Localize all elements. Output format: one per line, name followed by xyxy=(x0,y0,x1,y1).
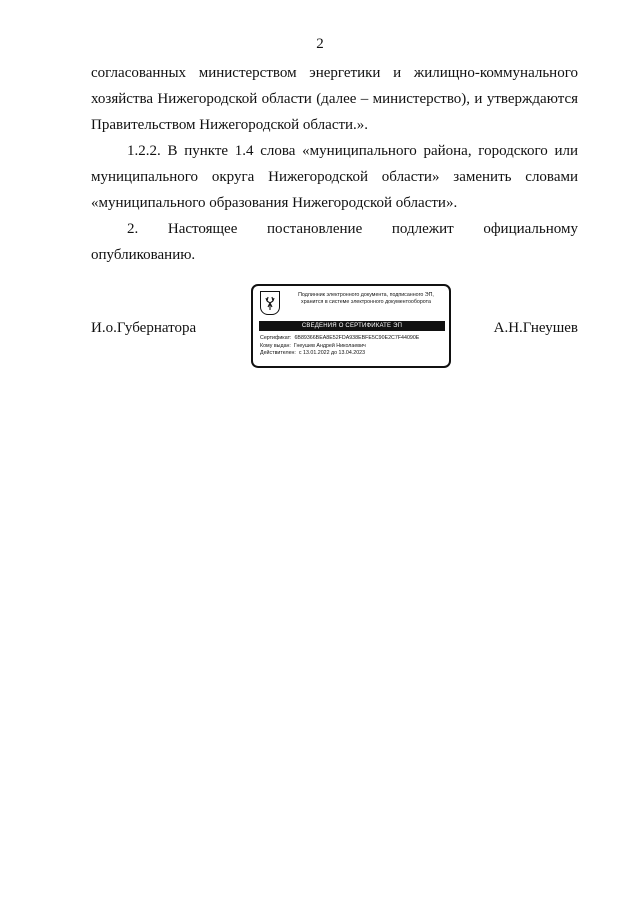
electronic-signature-stamp xyxy=(251,284,451,368)
paragraph-2-line-3: «муниципального образования Нижегородской области». xyxy=(91,195,458,211)
certificate-row xyxy=(260,335,448,343)
paragraph-1-line-3: Правительством Нижегородской области.». xyxy=(91,117,369,133)
paragraph-2-line-1: 1.2.2. В пункте 1.4 слова «муниципального района, городского или xyxy=(127,143,578,159)
deer-icon xyxy=(263,295,277,311)
paragraph-3-line-2: опубликованию. xyxy=(91,247,196,263)
paragraph-1-line-1: согласованных министерством энергетики и жилищно-коммунального xyxy=(91,65,578,81)
issued-to-row xyxy=(260,343,448,351)
certificate-value: 6B89366BEA8E52FDA938EBFE5C90E2C7F44090E xyxy=(294,335,420,341)
validity-label: Действителен: xyxy=(260,350,296,356)
paragraph-3-line-1: 2. Настоящее постановление подлежит официальному xyxy=(127,221,578,237)
certificate-details xyxy=(260,335,448,358)
paragraph-1-line-2: хозяйства Нижегородской области (далее – министерство), и утверждаются xyxy=(91,91,578,107)
paragraph-2-line-2: муниципального округа Нижегородской области» заменить словами xyxy=(91,169,578,185)
validity-value: с 13.01.2022 до 13.04.2023 xyxy=(298,350,366,356)
coat-of-arms-icon xyxy=(260,291,280,315)
stamp-header xyxy=(285,292,447,306)
issued-to-value: Гнеушев Андрей Николаевич xyxy=(293,342,366,349)
signer-title: И.о.Губернатора xyxy=(91,320,197,336)
issued-to-label: Кому выдан: xyxy=(260,342,291,349)
stamp-header-line-1: Подлинник электронного документа, подписанного ЭП, xyxy=(298,292,434,298)
validity-row xyxy=(260,350,448,358)
signer-name: А.Н.Гнеушев xyxy=(493,320,578,336)
page-number: 2 xyxy=(316,36,324,52)
document-body xyxy=(91,60,578,268)
stamp-header-line-2: хранится в системе электронного документооборота xyxy=(301,299,431,305)
certificate-info-bar: СВЕДЕНИЯ О СЕРТИФИКАТЕ ЭП xyxy=(259,321,445,331)
certificate-label: Сертификат: xyxy=(260,335,292,341)
